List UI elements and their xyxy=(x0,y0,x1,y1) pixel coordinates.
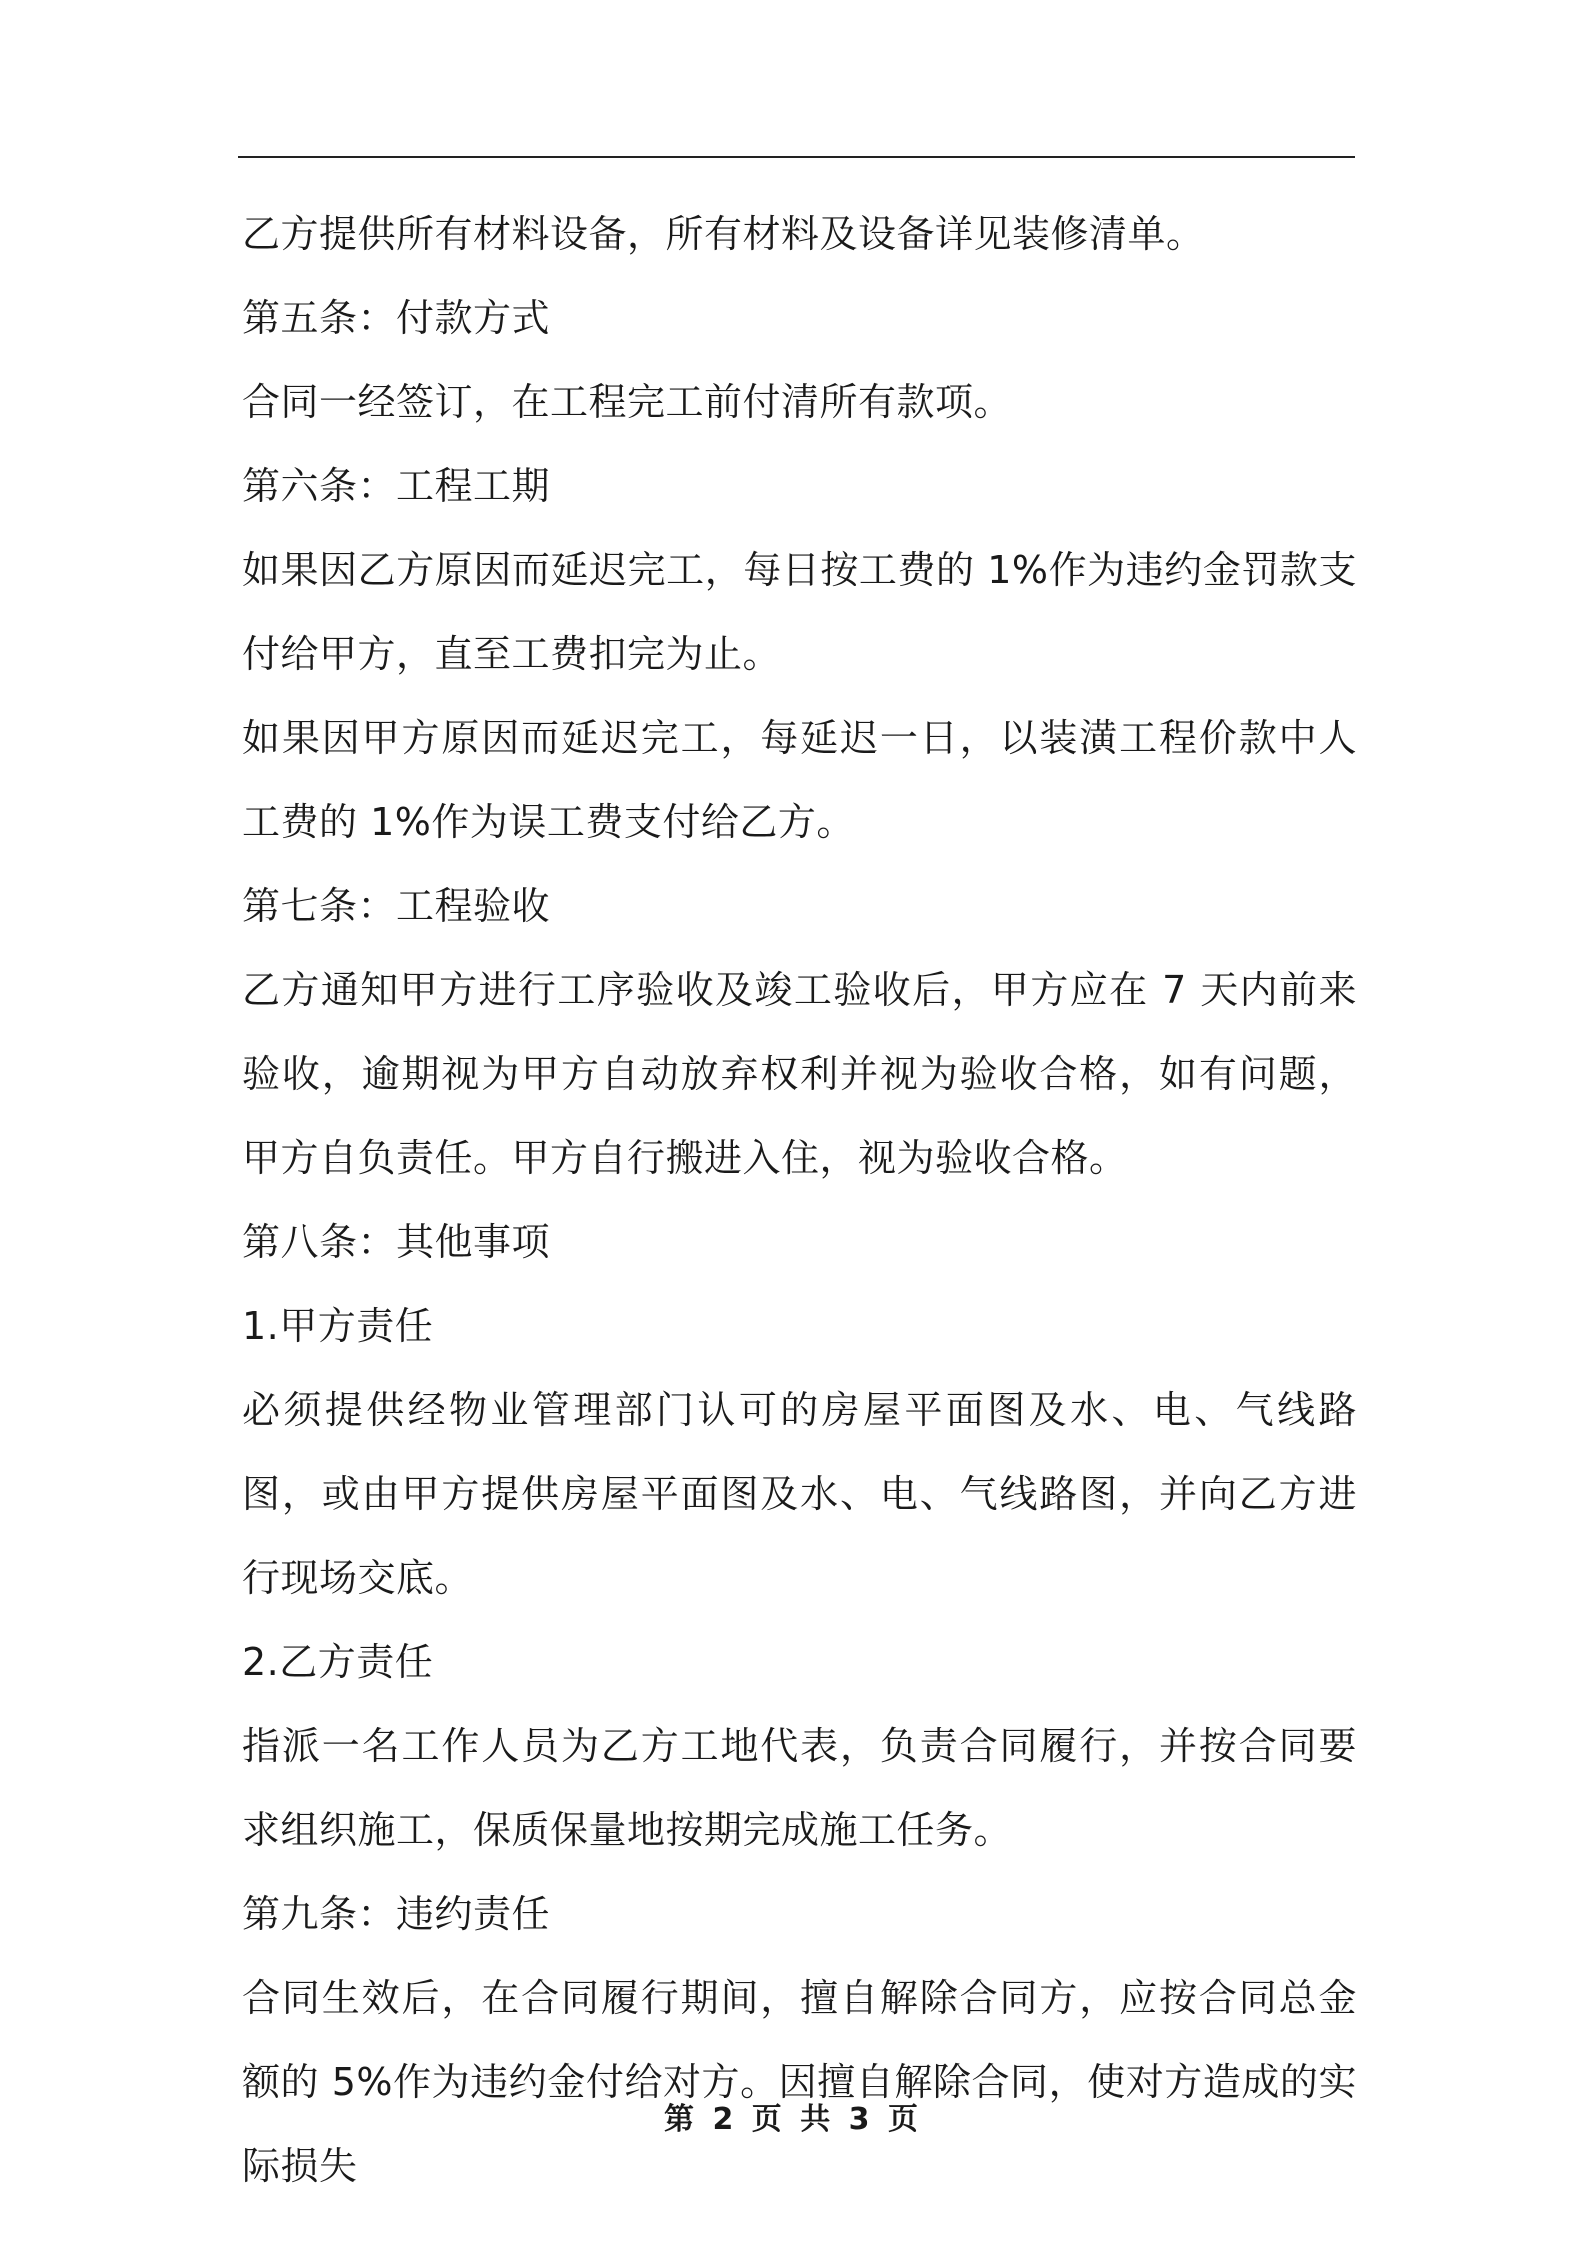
heading-article-7: 第七条：工程验收 xyxy=(242,884,551,928)
paragraph-party-b-duty: 指派一名工作人员为乙方工地代表，负责合同履行，并按合同要求组织施工，保质保量地按期完成施工任务。 xyxy=(242,1724,1357,1852)
page-number: 第 2 页 共 3 页 xyxy=(664,2102,922,2137)
paragraph-delay-party-b: 如果因乙方原因而延迟完工，每日按工费的 1%作为违约金罚款支付给甲方，直至工费扣完为止。 xyxy=(242,548,1357,676)
heading-article-6: 第六条：工程工期 xyxy=(242,464,551,508)
paragraph-acceptance: 乙方通知甲方进行工序验收及竣工验收后，甲方应在 7 天内前来验收，逾期视为甲方自动放弃权利并视为验收合格，如有问题，甲方自负责任。甲方自行搬进入住，视为验收合格。 xyxy=(242,968,1357,1180)
document-body xyxy=(242,192,1357,2208)
subheading-party-a-duty: 1.甲方责任 xyxy=(242,1304,434,1348)
paragraph-materials: 乙方提供所有材料设备，所有材料及设备详见装修清单。 xyxy=(242,212,1205,256)
paragraph-payment: 合同一经签订，在工程完工前付清所有款项。 xyxy=(242,380,1013,424)
paragraph-party-a-duty: 必须提供经物业管理部门认可的房屋平面图及水、电、气线路图，或由甲方提供房屋平面图及水、电、气线路图，并向乙方进行现场交底。 xyxy=(242,1388,1357,1600)
heading-article-5: 第五条：付款方式 xyxy=(242,296,551,340)
heading-article-8: 第八条：其他事项 xyxy=(242,1220,551,1264)
heading-article-9: 第九条：违约责任 xyxy=(242,1892,551,1936)
subheading-party-b-duty: 2.乙方责任 xyxy=(242,1640,434,1684)
header-divider xyxy=(238,156,1355,158)
paragraph-breach: 合同生效后，在合同履行期间，擅自解除合同方，应按合同总金额的 5%作为违约金付给对方。因擅自解除合同，使对方造成的实际损失 xyxy=(242,1976,1357,2188)
paragraph-delay-party-a: 如果因甲方原因而延迟完工，每延迟一日，以装潢工程价款中人工费的 1%作为误工费支付给乙方。 xyxy=(242,716,1357,844)
